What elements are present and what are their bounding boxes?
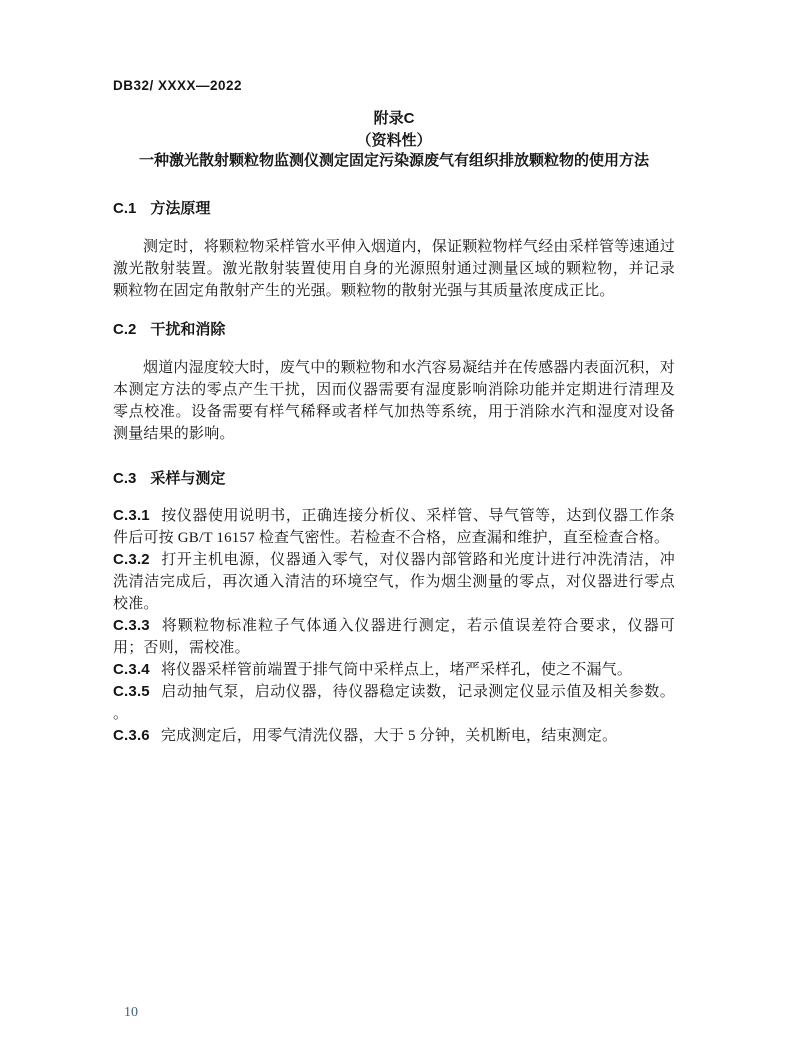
section-heading-c1 <box>113 199 675 219</box>
clause-text: 将仪器采样管前端置于排气筒中采样点上，堵严采样孔，使之不漏气。 <box>160 662 633 678</box>
clause-item <box>113 725 675 747</box>
section-title: 方法原理 <box>150 200 211 217</box>
clause-item <box>113 681 675 725</box>
clause-text: 完成测定后，用零气清洗仪器，大于 5 分钟，关机断电，结束测定。 <box>160 728 618 744</box>
clause-number: C.3.2 <box>113 551 150 568</box>
section-title: 干扰和消除 <box>150 321 226 338</box>
clause-number: C.3.5 <box>113 683 150 700</box>
section-paragraph-c1: 测定时，将颗粒物采样管水平伸入烟道内，保证颗粒物样气经由采样管等速通过激光散射装置。激光散射装置使用自身的光源照射通过测量区域的颗粒物，并记录颗粒物在固定角散射产生的光强。颗粒物的散射光强与其质量浓度成正比。 <box>113 239 676 299</box>
section-number: C.3 <box>113 470 137 487</box>
section-number: C.1 <box>113 200 137 217</box>
clause-number: C.3.4 <box>113 661 150 678</box>
appendix-label: 附录C <box>373 110 415 127</box>
section-heading-c3 <box>113 469 675 489</box>
clause-item <box>113 549 675 615</box>
clause-text: 启动抽气泵，启动仪器，待仪器稳定读数，记录测定仪显示值及相关参数。 。 <box>113 684 675 722</box>
clause-text: 打开主机电源，仪器通入零气，对仪器内部管路和光度计进行冲洗清洁，冲洗清洁完成后，再次通入清洁的环境空气，作为烟尘测量的零点，对仪器进行零点校准。 <box>113 552 675 612</box>
clause-number: C.3.1 <box>113 507 150 524</box>
section-title: 采样与测定 <box>150 470 226 487</box>
informative-note: （资料性） <box>356 132 432 149</box>
section-paragraph-c2: 烟道内湿度较大时，废气中的颗粒物和水汽容易凝结并在传感器内表面沉积，对本测定方法的零点产生干扰，因而仪器需要有湿度影响消除功能并定期进行清理及零点校准。设备需要有样气稀释或者样气加热等系统，用于消除水汽和湿度对设备测量结果的影响。 <box>113 360 676 442</box>
document-title: 一种激光散射颗粒物监测仪测定固定污染源废气有组织排放颗粒物的使用方法 <box>138 152 649 169</box>
clause-text: 按仪器使用说明书，正确连接分析仪、采样管、导气管等，达到仪器工作条件后可按 GB/T 16157 检查气密性。若检查不合格，应查漏和维护，直至检查合格。 <box>113 508 675 546</box>
clause-item <box>113 659 675 681</box>
clause-number: C.3.6 <box>113 727 150 744</box>
section-number: C.2 <box>113 321 137 338</box>
section-heading-c2 <box>113 320 675 340</box>
clause-number: C.3.3 <box>113 617 150 634</box>
clause-list <box>113 505 675 747</box>
clause-item <box>113 505 675 549</box>
content-area <box>113 78 675 747</box>
page-number: 10 <box>124 1005 138 1020</box>
clause-item <box>113 615 675 659</box>
standard-number: DB32/ XXXX—2022 <box>113 78 243 93</box>
title-block <box>113 109 675 171</box>
clause-text: 将颗粒物标准粒子气体通入仪器进行测定，若示值误差符合要求，仪器可用；否则，需校准。 <box>113 618 675 656</box>
